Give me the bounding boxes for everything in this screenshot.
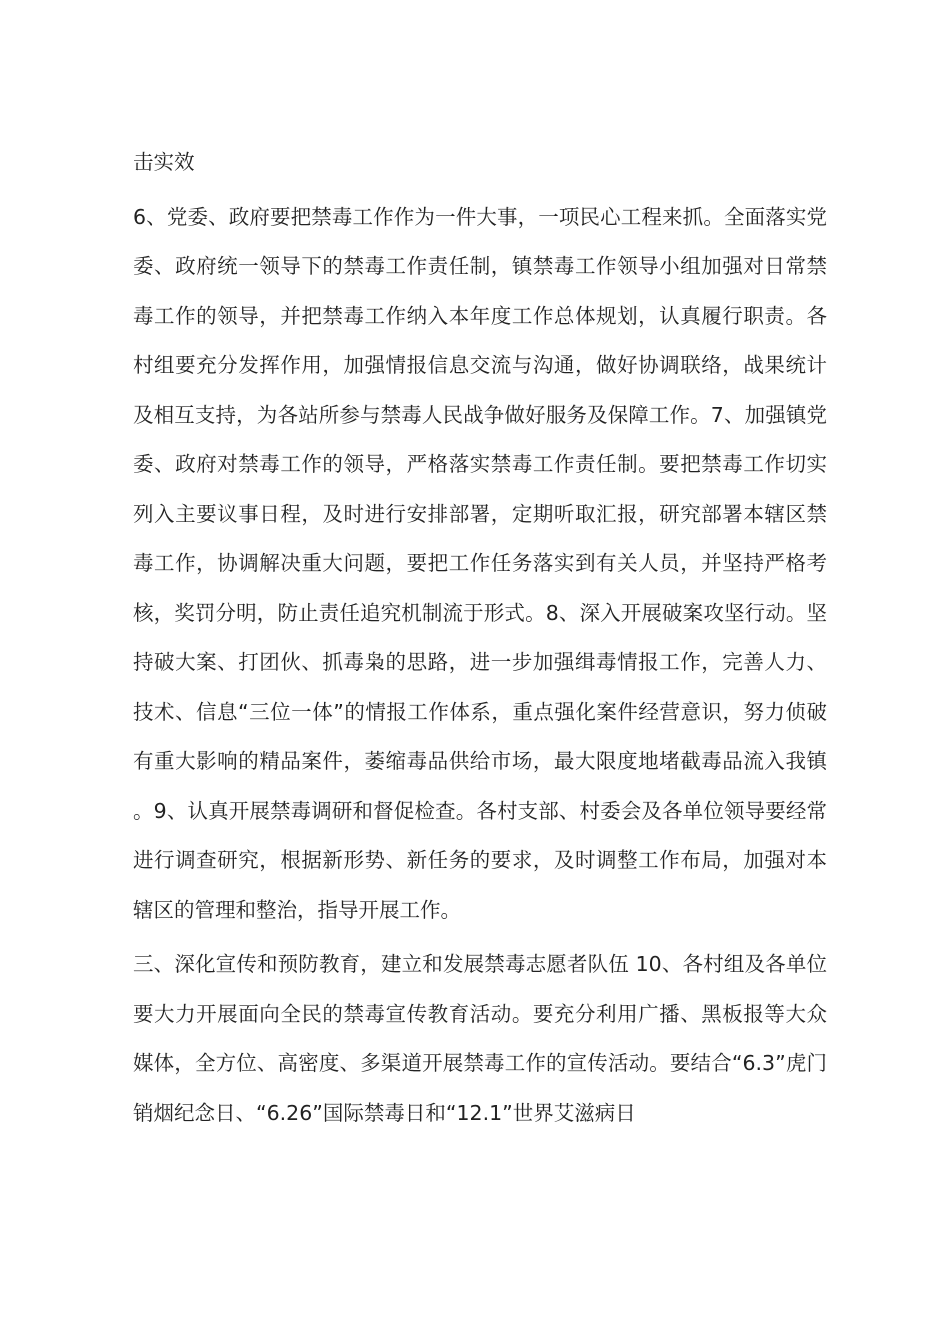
paragraph-continuation: 击实效 — [133, 150, 195, 174]
document-body — [133, 138, 827, 1138]
paragraph-items-6-9: 6、党委、政府要把禁毒工作作为一件大事，一项民心工程来抓。全面落实党委、政府统一领导下的禁毒工作责任制，镇禁毒工作领导小组加强对日常禁毒工作的领导，并把禁毒工作纳入本年度工作总体规划，认真履行职责。各村组要充分发挥作用，加强情报信息交流与沟通，做好协调联络，战果统计及相互支持，为各站所参与禁毒人民战争做好服务及保障工作。7、加强镇党委、政府对禁毒工作的领导，严格落实禁毒工作责任制。要把禁毒工作切实列入主要议事日程，及时进行安排部署，定期听取汇报，研究部署本辖区禁毒工作，协调解决重大问题，要把工作任务落实到有关人员，并坚持严格考核，奖罚分明，防止责任追究机制流于形式。8、深入开展破案攻坚行动。坚持破大案、打团伙、抓毒枭的思路，进一步加强缉毒情报工作，完善人力、技术、信息“三位一体”的情报工作体系，重点强化案件经营意识，努力侦破有重大影响的精品案件，萎缩毒品供给市场，最大限度地堵截毒品流入我镇。9、认真开展禁毒调研和督促检查。各村支部、村委会及各单位领导要经常进行调查研究，根据新形势、新任务的要求，及时调整工作布局，加强对本辖区的管理和整治，指导开展工作。 — [133, 204, 827, 922]
paragraph-section-3: 三、深化宣传和预防教育，建立和发展禁毒志愿者队伍 10、各村组及各单位要大力开展面向全民的禁毒宣传教育活动。要充分利用广播、黑板报等大众媒体，全方位、高密度、多渠道开展禁毒工作的宣传活动。要结合“6.3”虎门销烟纪念日、“6.26”国际禁毒日和“12.1”世界艾滋病日 — [133, 952, 827, 1125]
